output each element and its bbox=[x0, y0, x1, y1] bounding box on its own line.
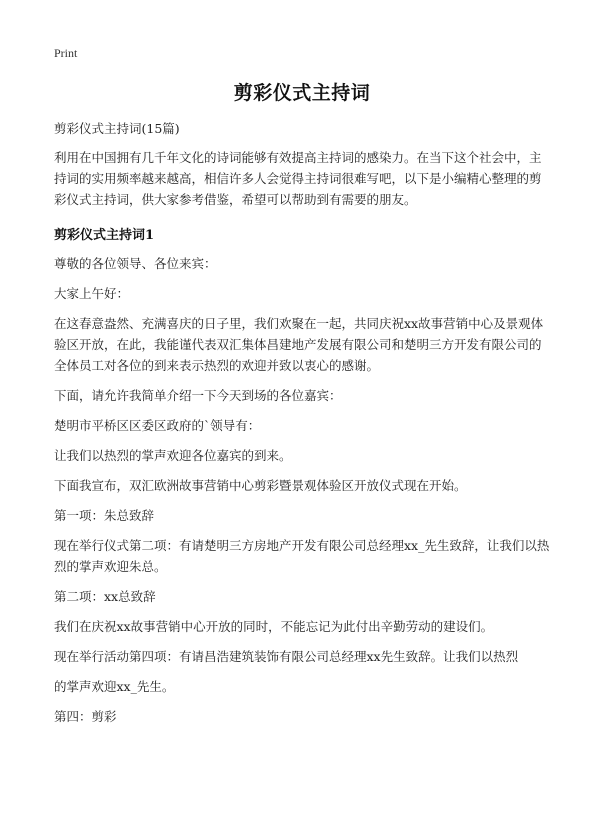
intro-paragraph: 利用在中国拥有几千年文化的诗词能够有效提高主持词的感染力。在当下这个社会中，主持词的实用频率越来越高，相信许多人会觉得主持词很难写吧，以下是小编精心整理的剪彩仪式主持词，供大家参考借鉴，希望可以帮助到有需要的朋友。 bbox=[54, 150, 542, 207]
paragraph: 我们在庆祝xx故事营销中心开放的同时，不能忘记为此付出辛勤劳动的建设们。 bbox=[54, 619, 494, 634]
paragraph: 下面，请允许我简单介绍一下今天到场的各位嘉宾： bbox=[54, 388, 342, 403]
paragraph: 第二项：xx总致辞 bbox=[54, 589, 156, 604]
paragraph: 在这春意盎然、充满喜庆的日子里，我们欢聚在一起，共同庆祝xx故事营销中心及景观体验区开放，在此，我能谨代表双汇集体昌建地产发展有限公司和楚明三方开发有限公司的全体员工对各位的到来表示热烈的欢迎并致以衷心的感谢。 bbox=[54, 316, 544, 373]
paragraph: 的掌声欢迎xx_先生。 bbox=[54, 679, 175, 694]
document-body bbox=[54, 78, 550, 736]
paragraph: 第四：剪彩 bbox=[54, 709, 117, 724]
paragraph: 现在举行活动第四项：有请昌浩建筑装饰有限公司总经理xx先生致辞。让我们以热烈 bbox=[54, 649, 519, 664]
section-heading: 剪彩仪式主持词1 bbox=[54, 228, 155, 243]
paragraph: 尊敬的各位领导、各位来宾： bbox=[54, 256, 217, 271]
page-title: 剪彩仪式主持词 bbox=[233, 82, 371, 104]
paragraph: 让我们以热烈的掌声欢迎各位嘉宾的到来。 bbox=[54, 448, 292, 463]
document-subtitle: 剪彩仪式主持词(15篇) bbox=[54, 121, 180, 136]
paragraph: 第一项：朱总致辞 bbox=[54, 508, 155, 523]
paragraph: 下面我宣布，双汇欧洲故事营销中心剪彩暨景观体验区开放仪式现在开始。 bbox=[54, 478, 467, 493]
print-link[interactable]: Print bbox=[54, 46, 78, 60]
paragraph: 现在举行仪式第二项：有请楚明三方房地产开发有限公司总经理xx_先生致辞，让我们以热烈的掌声欢迎朱总。 bbox=[54, 538, 550, 574]
paragraph: 楚明市平桥区区委区政府的`领导有： bbox=[54, 418, 261, 433]
paragraph: 大家上午好： bbox=[54, 286, 130, 301]
